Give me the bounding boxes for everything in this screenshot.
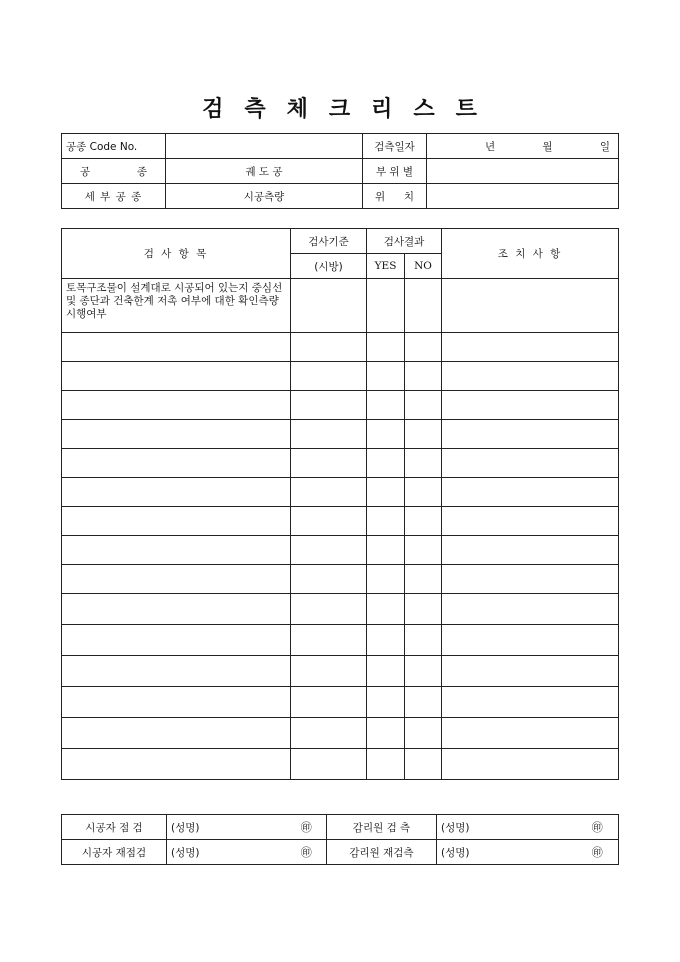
detail-value[interactable]: 시공측량 — [166, 184, 363, 209]
part-label: 부 위 별 — [363, 159, 427, 184]
standard-cell[interactable] — [291, 656, 367, 687]
title-char: 트 — [455, 96, 478, 122]
no-cell[interactable] — [405, 449, 442, 478]
yes-cell[interactable] — [367, 656, 405, 687]
action-cell[interactable] — [442, 718, 619, 749]
item-cell[interactable] — [62, 687, 291, 718]
item-cell[interactable] — [62, 718, 291, 749]
standard-cell[interactable] — [291, 449, 367, 478]
standard-cell[interactable] — [291, 333, 367, 362]
action-cell[interactable] — [442, 449, 619, 478]
no-cell[interactable] — [405, 625, 442, 656]
action-cell[interactable] — [442, 656, 619, 687]
no-cell[interactable] — [405, 478, 442, 507]
item-cell[interactable] — [62, 507, 291, 536]
no-cell[interactable] — [405, 565, 442, 594]
contractor-recheck-name[interactable]: (성명) — [167, 840, 287, 865]
location-value[interactable] — [427, 184, 619, 209]
date-day: 일 — [599, 140, 610, 153]
action-cell[interactable] — [442, 478, 619, 507]
no-cell[interactable] — [405, 279, 442, 333]
yes-cell[interactable] — [367, 749, 405, 780]
item-cell[interactable] — [62, 594, 291, 625]
no-cell[interactable] — [405, 333, 442, 362]
title-char: 리 — [371, 96, 394, 122]
result-header: 검사결과 — [367, 229, 442, 254]
yes-cell[interactable] — [367, 362, 405, 391]
standard-cell[interactable] — [291, 749, 367, 780]
work-value[interactable]: 궤 도 공 — [166, 159, 363, 184]
yes-header: YES — [367, 254, 405, 279]
action-cell[interactable] — [442, 391, 619, 420]
signature-table — [61, 814, 619, 865]
yes-cell[interactable] — [367, 279, 405, 333]
supervisor-inspect-name[interactable]: (성명) — [437, 815, 577, 840]
yes-cell[interactable] — [367, 687, 405, 718]
code-label: 공종 Code No. — [62, 134, 166, 159]
date-year: 년 — [485, 140, 496, 153]
seal-icon: ㊞ — [577, 815, 619, 840]
date-label: 검측일자 — [363, 134, 427, 159]
standard-cell[interactable] — [291, 718, 367, 749]
location-label: 위 치 — [363, 184, 427, 209]
code-value[interactable] — [166, 134, 363, 159]
title-char: 스 — [413, 96, 436, 122]
item-cell[interactable] — [62, 449, 291, 478]
action-cell[interactable] — [442, 565, 619, 594]
no-cell[interactable] — [405, 594, 442, 625]
detail-label: 세 부 공 종 — [62, 184, 166, 209]
title-char: 검 — [202, 96, 225, 122]
supervisor-reinspect-name[interactable]: (성명) — [437, 840, 577, 865]
no-cell[interactable] — [405, 420, 442, 449]
yes-cell[interactable] — [367, 449, 405, 478]
standard-cell[interactable] — [291, 536, 367, 565]
item-cell[interactable] — [62, 420, 291, 449]
item-cell[interactable] — [62, 333, 291, 362]
title-char: 크 — [328, 96, 352, 122]
standard-header: 검사기준 — [291, 229, 367, 254]
title-char: 체 — [286, 96, 309, 122]
item-cell[interactable] — [62, 362, 291, 391]
standard-cell[interactable] — [291, 391, 367, 420]
contractor-check-label: 시공자 점 검 — [62, 815, 167, 840]
standard-cell[interactable] — [291, 507, 367, 536]
item-cell[interactable] — [62, 391, 291, 420]
part-value[interactable] — [427, 159, 619, 184]
supervisor-reinspect-label: 감리원 재검측 — [327, 840, 437, 865]
no-cell[interactable] — [405, 656, 442, 687]
seal-icon: ㊞ — [287, 840, 327, 865]
item-cell[interactable] — [62, 565, 291, 594]
standard-cell[interactable] — [291, 687, 367, 718]
action-cell[interactable] — [442, 687, 619, 718]
work-label: 공 종 — [62, 159, 166, 184]
yes-cell[interactable] — [367, 565, 405, 594]
action-cell[interactable] — [442, 333, 619, 362]
standard-subheader: (시방) — [291, 254, 367, 279]
contractor-recheck-label: 시공자 재점검 — [62, 840, 167, 865]
action-cell[interactable] — [442, 507, 619, 536]
yes-cell[interactable] — [367, 536, 405, 565]
standard-cell[interactable] — [291, 625, 367, 656]
no-cell[interactable] — [405, 362, 442, 391]
yes-cell[interactable] — [367, 478, 405, 507]
no-cell[interactable] — [405, 507, 442, 536]
yes-cell[interactable] — [367, 420, 405, 449]
standard-cell[interactable] — [291, 565, 367, 594]
no-cell[interactable] — [405, 536, 442, 565]
no-cell[interactable] — [405, 687, 442, 718]
no-cell[interactable] — [405, 749, 442, 780]
standard-cell[interactable] — [291, 362, 367, 391]
yes-cell[interactable] — [367, 718, 405, 749]
standard-cell[interactable] — [291, 279, 367, 333]
title-char: 측 — [244, 96, 267, 122]
action-cell[interactable] — [442, 536, 619, 565]
item-cell[interactable] — [62, 536, 291, 565]
supervisor-inspect-label: 감리원 검 측 — [327, 815, 437, 840]
yes-cell[interactable] — [367, 391, 405, 420]
action-cell[interactable] — [442, 279, 619, 333]
item-cell[interactable] — [62, 478, 291, 507]
contractor-check-name[interactable]: (성명) — [167, 815, 287, 840]
no-cell[interactable] — [405, 718, 442, 749]
date-value[interactable] — [427, 134, 619, 159]
seal-icon: ㊞ — [287, 815, 327, 840]
standard-cell[interactable] — [291, 420, 367, 449]
date-month: 월 — [542, 140, 553, 153]
standard-cell[interactable] — [291, 594, 367, 625]
no-header: NO — [405, 254, 442, 279]
item-cell[interactable] — [62, 749, 291, 780]
page-title — [0, 92, 680, 123]
yes-cell[interactable] — [367, 594, 405, 625]
yes-cell[interactable] — [367, 333, 405, 362]
yes-cell[interactable] — [367, 625, 405, 656]
item-cell[interactable] — [62, 656, 291, 687]
no-cell[interactable] — [405, 391, 442, 420]
action-cell[interactable] — [442, 420, 619, 449]
inspection-table — [61, 228, 619, 780]
item-cell[interactable] — [62, 625, 291, 656]
action-cell[interactable] — [442, 362, 619, 391]
header-table — [61, 133, 619, 209]
item-header: 검 사 항 목 — [62, 229, 291, 279]
action-cell[interactable] — [442, 749, 619, 780]
action-header: 조 치 사 항 — [442, 229, 619, 279]
standard-cell[interactable] — [291, 478, 367, 507]
yes-cell[interactable] — [367, 507, 405, 536]
inspection-item-1: 토목구조물이 설계대로 시공되어 있는지 중심선 및 종단과 건축한계 저촉 여부에 대한 확인측량 시행여부 — [62, 279, 291, 333]
action-cell[interactable] — [442, 625, 619, 656]
seal-icon: ㊞ — [577, 840, 619, 865]
action-cell[interactable] — [442, 594, 619, 625]
